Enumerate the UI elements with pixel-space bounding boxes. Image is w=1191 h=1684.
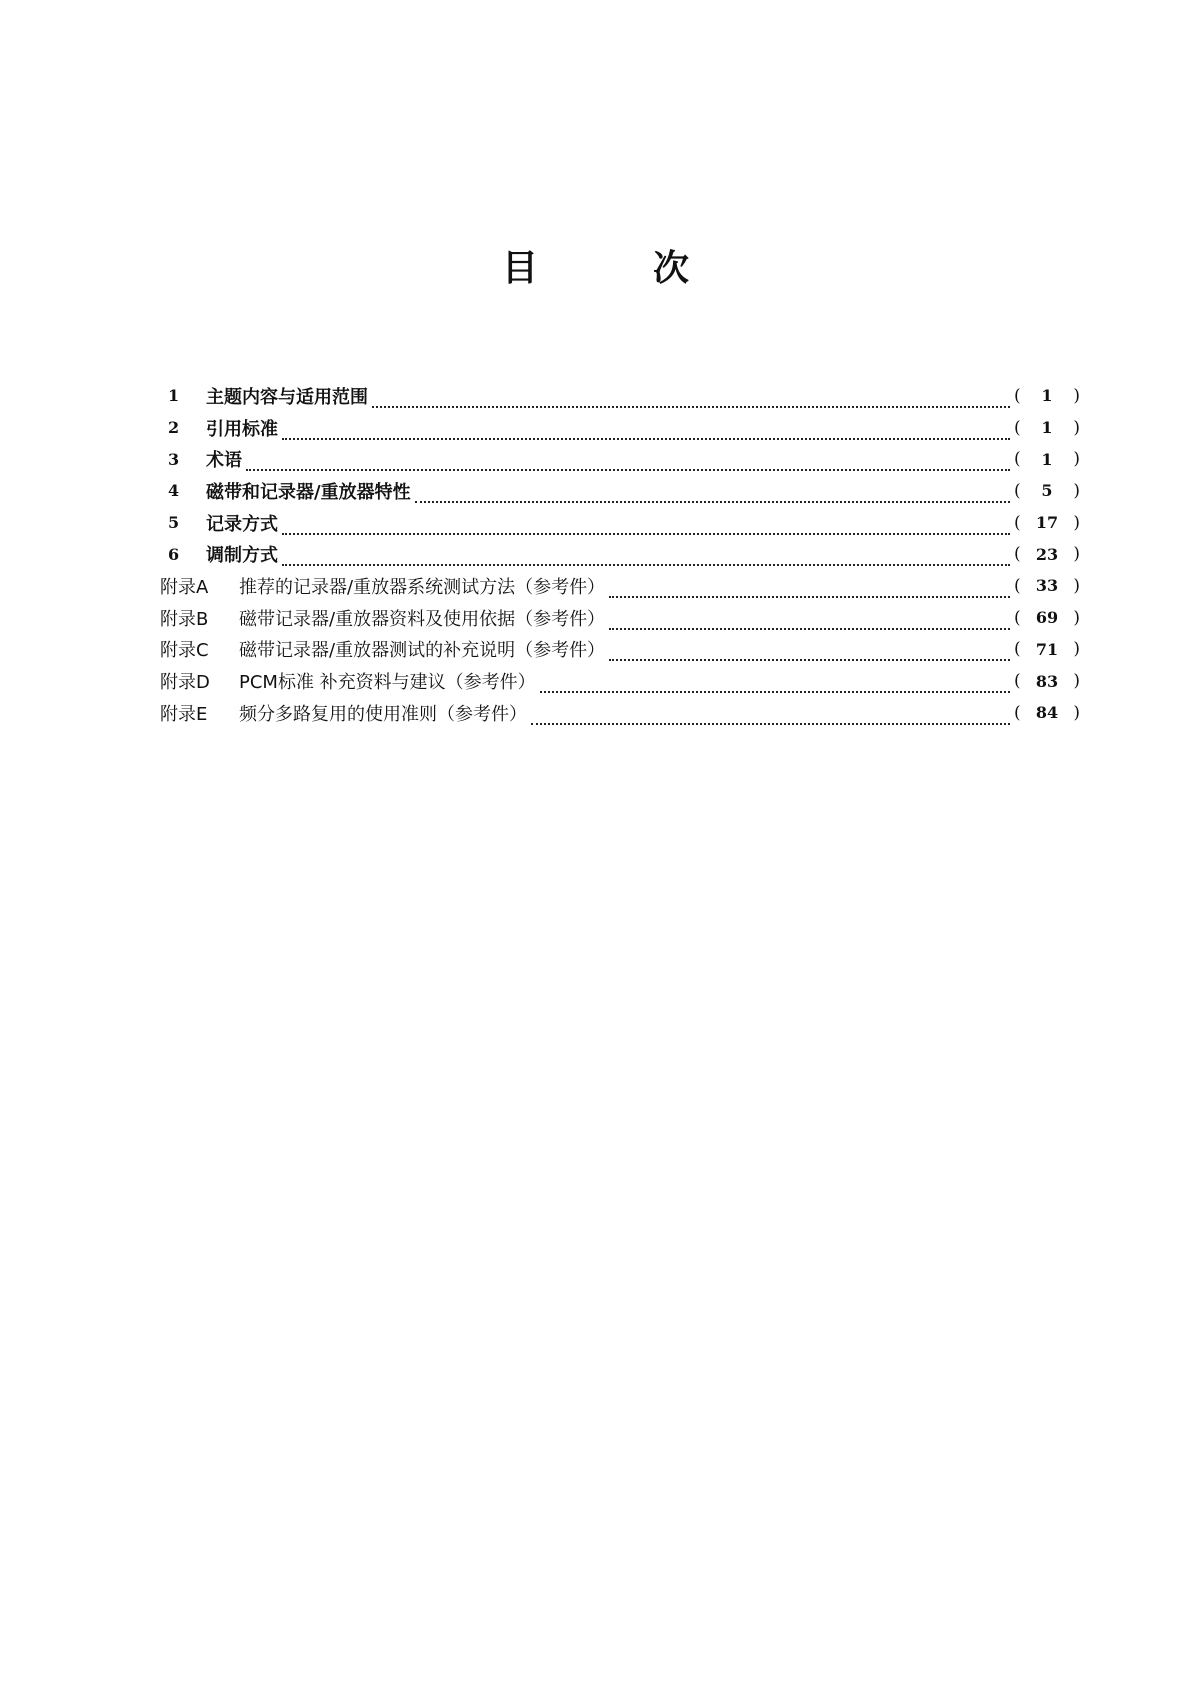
- toc-entry-title: 引用标准: [206, 418, 278, 440]
- dot-leader: [609, 578, 1010, 598]
- toc-entry-page: [1014, 703, 1080, 723]
- page-number: 83: [1035, 671, 1059, 691]
- dot-leader: [415, 483, 1010, 503]
- toc-entry-title: 调制方式: [206, 545, 278, 567]
- toc-entry-number: 5: [168, 513, 180, 533]
- paren-open: (: [1014, 449, 1021, 470]
- toc-entry-title: 主题内容与适用范围: [206, 386, 368, 408]
- dot-leader: [282, 546, 1010, 566]
- page-number: 5: [1041, 481, 1053, 501]
- table-of-contents: [160, 380, 1080, 729]
- toc-entry-number: 附录B: [160, 608, 209, 630]
- toc-entry-page: [1014, 544, 1080, 564]
- paren-open: (: [1014, 575, 1021, 596]
- toc-entry-number: 4: [168, 481, 180, 501]
- toc-entry-page: [1014, 481, 1080, 501]
- toc-entry-number: 3: [168, 449, 180, 469]
- toc-entry-title: 磁带记录器/重放器测试的补充说明（参考件）: [239, 640, 606, 662]
- dot-leader: [282, 420, 1010, 440]
- paren-close: ): [1073, 512, 1080, 533]
- paren-open: (: [1014, 639, 1021, 660]
- page-number: 1: [1041, 386, 1053, 406]
- paren-open: (: [1014, 702, 1021, 723]
- paren-close: ): [1073, 417, 1080, 438]
- toc-entry-title: 磁带记录器/重放器资料及使用依据（参考件）: [239, 608, 606, 630]
- paren-open: (: [1014, 480, 1021, 501]
- toc-entry-5[interactable]: [168, 507, 1080, 539]
- dot-leader: [246, 451, 1010, 471]
- paren-close: ): [1073, 607, 1080, 628]
- paren-close: ): [1073, 544, 1080, 565]
- toc-entry-6[interactable]: [168, 538, 1080, 570]
- toc-entry-2[interactable]: [168, 412, 1080, 444]
- toc-entry-page: [1014, 639, 1080, 659]
- toc-entry-page: [1014, 576, 1080, 596]
- page-number: 84: [1035, 703, 1059, 723]
- paren-close: ): [1073, 671, 1080, 692]
- toc-entry-page: [1014, 513, 1080, 533]
- toc-entry-page: [1014, 608, 1080, 628]
- toc-entry-title: 记录方式: [206, 513, 278, 535]
- toc-entry-title: 频分多路复用的使用准则（参考件）: [239, 703, 527, 725]
- page-number: 71: [1035, 639, 1059, 659]
- toc-entry-3[interactable]: [168, 443, 1080, 475]
- toc-entry-number: 2: [168, 418, 180, 438]
- toc-entry-page: [1014, 449, 1080, 469]
- toc-appendix-b[interactable]: [160, 602, 1080, 634]
- page-number: 23: [1035, 544, 1059, 564]
- toc-entry-title: PCM标准 补充资料与建议（参考件）: [239, 672, 536, 694]
- page-number: 1: [1041, 418, 1053, 438]
- toc-entry-page: [1014, 671, 1080, 691]
- toc-entry-page: [1014, 386, 1080, 406]
- toc-entry-number: 1: [168, 386, 180, 406]
- paren-open: (: [1014, 544, 1021, 565]
- paren-close: ): [1073, 449, 1080, 470]
- paren-open: (: [1014, 607, 1021, 628]
- paren-close: ): [1073, 385, 1080, 406]
- toc-entry-title: 术语: [206, 450, 242, 472]
- page-number: 33: [1035, 576, 1059, 596]
- dot-leader: [609, 641, 1010, 661]
- toc-entry-number: 6: [168, 544, 180, 564]
- toc-appendix-d[interactable]: [160, 665, 1080, 697]
- toc-entry-1[interactable]: [168, 380, 1080, 412]
- title-char-2: 次: [653, 248, 690, 289]
- toc-entry-number: 附录C: [160, 640, 209, 662]
- toc-entry-number: 附录D: [160, 672, 210, 694]
- toc-appendix-e[interactable]: [160, 697, 1080, 729]
- paren-close: ): [1073, 575, 1080, 596]
- page-number: 69: [1035, 608, 1059, 628]
- dot-leader: [372, 388, 1010, 408]
- paren-close: ): [1073, 702, 1080, 723]
- toc-entry-title: 磁带和记录器/重放器特性: [206, 481, 411, 503]
- paren-open: (: [1014, 417, 1021, 438]
- toc-appendix-c[interactable]: [160, 634, 1080, 666]
- dot-leader: [540, 673, 1010, 693]
- paren-open: (: [1014, 512, 1021, 533]
- page-title: [0, 240, 1191, 291]
- toc-entry-title: 推荐的记录器/重放器系统测试方法（参考件）: [239, 576, 606, 598]
- toc-entry-page: [1014, 418, 1080, 438]
- page-number: 17: [1035, 513, 1059, 533]
- page-number: 1: [1041, 449, 1053, 469]
- paren-open: (: [1014, 671, 1021, 692]
- title-char-1: 目: [501, 248, 538, 289]
- toc-entry-number: 附录E: [160, 703, 208, 725]
- toc-entry-4[interactable]: [168, 475, 1080, 507]
- paren-close: ): [1073, 480, 1080, 501]
- paren-close: ): [1073, 639, 1080, 660]
- toc-entry-number: 附录A: [160, 576, 209, 598]
- paren-open: (: [1014, 385, 1021, 406]
- dot-leader: [531, 705, 1010, 725]
- dot-leader: [282, 515, 1010, 535]
- dot-leader: [609, 610, 1010, 630]
- toc-appendix-a[interactable]: [160, 570, 1080, 602]
